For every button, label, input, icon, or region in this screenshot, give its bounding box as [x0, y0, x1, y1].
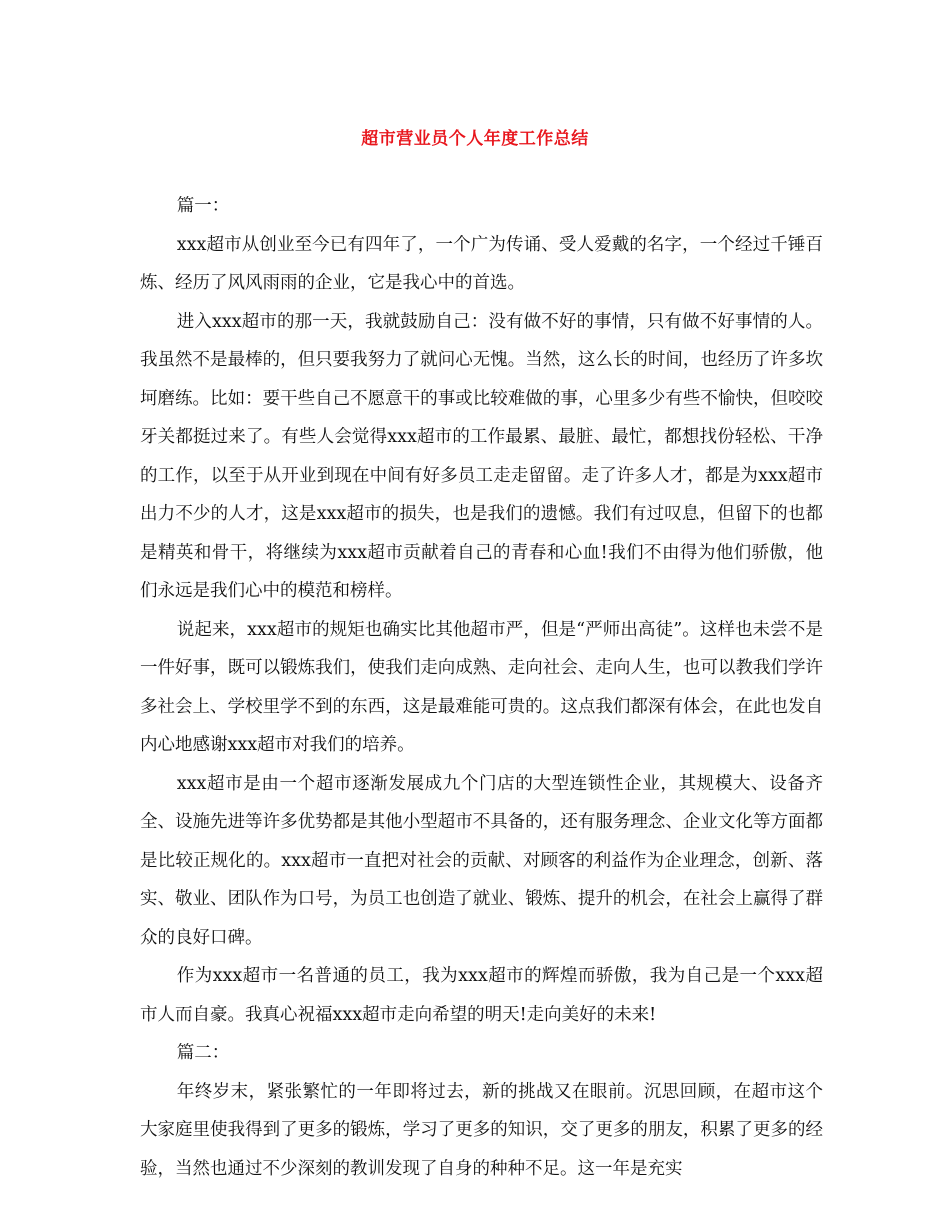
- document-title: 超市营业员个人年度工作总结: [361, 129, 589, 149]
- document-body: [140, 187, 823, 1188]
- paragraph: 说起来，xxx超市的规矩也确实比其他超市严，但是“严师出高徒”。这样也未尝不是一件好事，既可以锻炼我们，使我们走向成熟、走向社会、走向人生，也可以教我们学许多社会上、学校里学不到的东西，这是最难能可贵的。这点我们都深有体会，在此也发自内心地感谢xxx超市对我们的培养。: [140, 619, 823, 755]
- paragraph: 作为xxx超市一名普通的员工，我为xxx超市的辉煌而骄傲，我为自己是一个xxx超市人而自豪。我真心祝福xxx超市走向希望的明天!走向美好的未来!: [140, 966, 823, 1025]
- section-heading-1: 篇一：: [176, 196, 230, 216]
- paragraph: 进入xxx超市的那一天，我就鼓励自己：没有做不好的事情，只有做不好事情的人。我虽然不是最棒的，但只要我努力了就问心无愧。当然，这么长的时间，也经历了许多坎坷磨练。比如：要干些自己不愿意干的事或比较难做的事，心里多少有些不愉快，但咬咬牙关都挺过来了。有些人会觉得xxx超市的工作最累、最脏、最忙，都想找份轻松、干净的工作，以至于从开业到现在中间有好多员工走走留留。走了许多人才，都是为xxx超市出力不少的人才，这是xxx超市的损失，也是我们的遗憾。我们有过叹息，但留下的也都是精英和骨干，将继续为xxx超市贡献着自己的青春和心血!我们不由得为他们骄傲，他们永远是我们心中的模范和榜样。: [140, 311, 823, 601]
- paragraph: 年终岁末，紧张繁忙的一年即将过去，新的挑战又在眼前。沉思回顾，在超市这个大家庭里使我得到了更多的锻炼，学习了更多的知识，交了更多的朋友，积累了更多的经验，当然也通过不少深刻的教训发现了自身的种种不足。这一年是充实: [140, 1081, 823, 1179]
- paragraph: xxx超市是由一个超市逐渐发展成九个门店的大型连锁性企业，其规模大、设备齐全、设施先进等许多优势都是其他小型超市不具备的，还有服务理念、企业文化等方面都是比较正规化的。xxx超市一直把对社会的贡献、对顾客的利益作为企业理念，创新、落实、敬业、团队作为口号，为员工也创造了就业、锻炼、提升的机会，在社会上赢得了群众的良好口碑。: [140, 773, 823, 948]
- section-heading-2: 篇二：: [176, 1043, 230, 1063]
- paragraph: xxx超市从创业至今已有四年了，一个广为传诵、受人爱戴的名字，一个经过千锤百炼、经历了风风雨雨的企业，它是我心中的首选。: [140, 234, 823, 293]
